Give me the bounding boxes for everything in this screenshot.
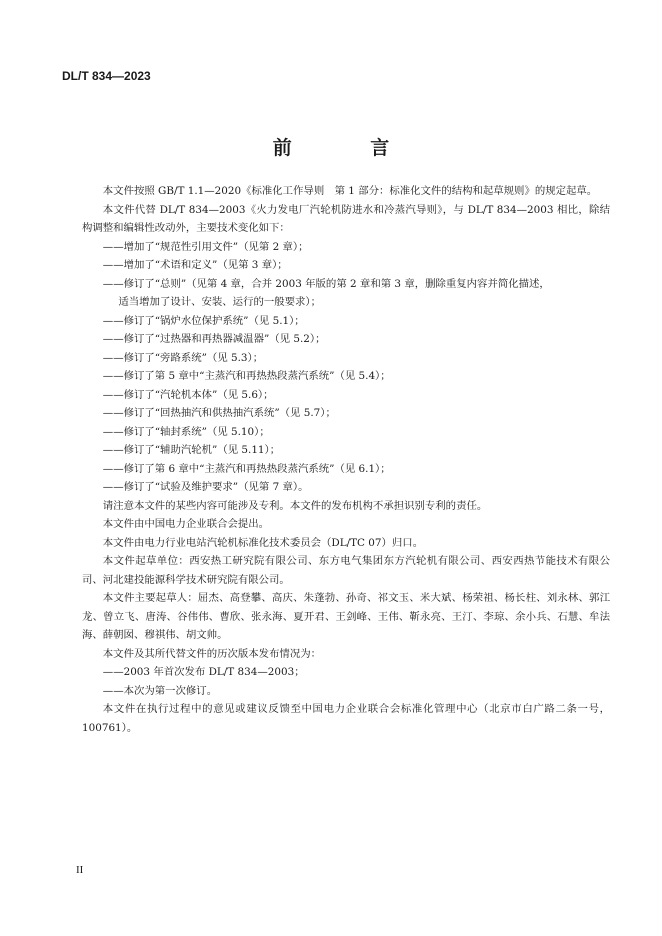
change-item: ——修订了“过热器和再热器减温器”（见 5.2）；: [102, 333, 326, 345]
change-item: ——增加了“术语和定义”（见第 3 章）；: [102, 259, 288, 271]
change-item: ——修订了“总则”（见第 4 章，合并 2003 年版的第 2 章和第 3 章，删除重复内容并简化描述，: [102, 277, 550, 290]
page-number: II: [76, 864, 84, 876]
page-title: 前 言: [272, 137, 426, 159]
paragraph-drafting-rules: 本文件按照 GB/T 1.1—2020《标准化工作导则 第 1 部分：标准化文件的结构和起草规则》的规定起草。: [102, 185, 598, 197]
standard-code: DL/T 834—2023: [62, 69, 151, 83]
change-item: ——修订了“辅助汽轮机”（见 5.11）；: [102, 444, 281, 456]
paragraph-drafters: 本文件主要起草人：屈杰、高登攀、高庆、朱蓬勃、孙奇、祁文玉、米大斌、杨荣祖、杨长柱、刘永林、郭江龙、曾立飞、唐涛、谷伟伟、曹欣、张永海、夏开君、王剑峰、王伟、靳永亮、王汀、李琼、余小兵、石慧、牟法海、薛朝囡、穆祺伟、胡文帅。: [82, 592, 610, 641]
change-item: ——增加了“规范性引用文件”（见第 2 章）；: [102, 240, 309, 253]
change-item: ——修订了第 6 章中“主蒸汽和再热热段蒸汽系统”（见 6.1）；: [102, 462, 391, 475]
change-item: ——修订了“试验及维护要求”（见第 7 章）。: [102, 481, 309, 493]
change-item: ——修订了“轴封系统”（见 5.10）；: [102, 425, 270, 438]
paragraph-replacement: 本文件代替 DL/T 834—2003《火力发电厂汽轮机防进水和冷蒸汽导则》，与 DL/T 834—2003 相比，除结构调整和编辑性改动外，主要技术变化如下：: [82, 203, 610, 234]
document-body: [82, 182, 610, 737]
paragraph-patent-notice: 请注意本文件的某些内容可能涉及专利。本文件的发布机构不承担识别专利的责任。: [102, 499, 488, 512]
change-item: ——修订了“旁路系统”（见 5.3）；: [102, 351, 264, 364]
change-item: ——修订了“回热抽汽和供热抽汽系统”（见 5.7）；: [102, 407, 336, 419]
paragraph-feedback: 本文件在执行过程中的意见或建议反馈至中国电力企业联合会标准化管理中心（北京市白广路二条一号，100761）。: [82, 703, 610, 734]
paragraph-proposer: 本文件由中国电力企业联合会提出。: [102, 518, 270, 530]
change-item-continuation: 适当增加了设计、安装、运行的一般要求）；: [118, 296, 322, 308]
paragraph-drafting-units: 本文件起草单位：西安热工研究院有限公司、东方电气集团东方汽轮机有限公司、西安西热节能技术有限公司、河北建投能源科学技术研究院有限公司。: [82, 555, 610, 586]
paragraph-committee: 本文件由电力行业电站汽轮机标准化技术委员会（DL/TC 07）归口。: [102, 536, 424, 549]
history-item: ——2003 年首次发布 DL/T 834—2003；: [102, 666, 305, 678]
history-item: ——本次为第一次修订。: [102, 684, 218, 697]
change-item: ——修订了“锅炉水位保护系统”（见 5.1）；: [102, 314, 305, 327]
change-item: ——修订了第 5 章中“主蒸汽和再热热段蒸汽系统”（见 5.4）；: [102, 370, 391, 382]
change-item: ——修订了“汽轮机本体”（见 5.6）；: [102, 388, 274, 401]
paragraph-history: 本文件及其所代替文件的历次版本发布情况为：: [102, 647, 321, 660]
